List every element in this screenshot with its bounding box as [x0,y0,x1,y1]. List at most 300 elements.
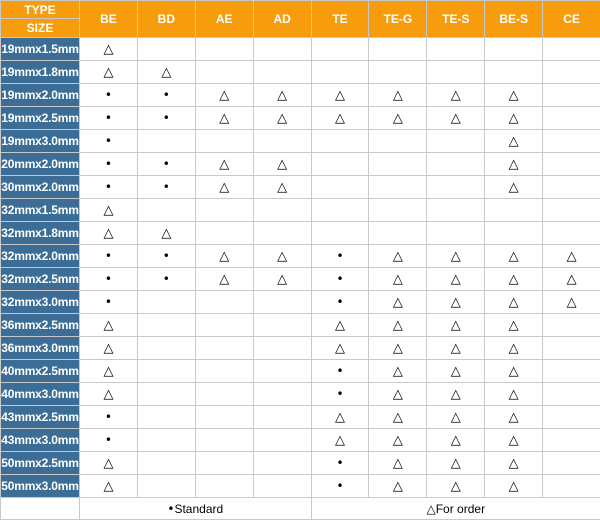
for-order-mark: △ [509,434,519,447]
column-header: AE [195,1,253,38]
availability-cell [253,84,311,107]
availability-cell [369,84,427,107]
for-order-mark: △ [393,388,403,401]
availability-cell [311,360,369,383]
standard-mark: • [163,112,170,124]
table-row [1,383,600,406]
row-size-label: 40mmx2.5mm [1,360,80,383]
availability-cell [485,314,543,337]
for-order-mark: △ [335,342,345,355]
availability-cell [137,452,195,475]
availability-cell [369,452,427,475]
availability-cell [485,245,543,268]
row-size-label: 32mmx1.5mm [1,199,80,222]
for-order-mark: △ [393,480,403,493]
availability-cell [137,222,195,245]
availability-cell [485,61,543,84]
row-size-label: 19mmx2.0mm [1,84,80,107]
table-row [1,61,600,84]
standard-mark: • [105,296,112,308]
availability-cell [137,268,195,291]
availability-cell [137,153,195,176]
size-label: SIZE [1,19,80,38]
standard-mark: • [105,411,112,423]
availability-cell [485,153,543,176]
table-row [1,360,600,383]
for-order-mark: △ [219,158,229,171]
availability-cell [195,107,253,130]
availability-cell [195,130,253,153]
row-size-label: 32mmx2.0mm [1,245,80,268]
availability-cell [369,383,427,406]
availability-cell [195,153,253,176]
for-order-mark: △ [393,365,403,378]
availability-cell [543,291,600,314]
availability-cell [195,452,253,475]
availability-cell [253,199,311,222]
availability-cell [80,429,138,452]
availability-cell [195,268,253,291]
for-order-mark: △ [509,388,519,401]
standard-mark: • [336,365,343,377]
availability-cell [311,406,369,429]
row-size-label: 36mmx2.5mm [1,314,80,337]
for-order-mark: △ [393,342,403,355]
table-row [1,107,600,130]
for-order-mark: △ [451,250,461,263]
row-size-label: 50mmx2.5mm [1,452,80,475]
availability-cell [369,245,427,268]
row-size-label: 30mmx2.0mm [1,176,80,199]
availability-cell [195,360,253,383]
availability-cell [80,268,138,291]
availability-cell [485,360,543,383]
standard-legend-symbol: • [167,502,174,516]
for-order-mark: △ [451,273,461,286]
availability-cell [543,429,600,452]
availability-cell [543,38,600,61]
availability-cell [427,291,485,314]
availability-cell [427,84,485,107]
standard-mark: • [163,89,170,101]
availability-cell [195,337,253,360]
availability-cell [485,38,543,61]
availability-cell [311,199,369,222]
table-row [1,199,600,222]
column-header: BD [137,1,195,38]
standard-mark: • [105,89,112,101]
availability-cell [253,176,311,199]
availability-cell [543,383,600,406]
availability-cell [253,383,311,406]
availability-cell [543,107,600,130]
availability-cell [369,107,427,130]
availability-cell [543,222,600,245]
for-order-mark: △ [451,434,461,447]
availability-cell [137,429,195,452]
for-order-mark: △ [509,135,519,148]
availability-cell [80,130,138,153]
availability-cell [253,406,311,429]
availability-cell [543,199,600,222]
for-order-mark: △ [103,66,113,79]
table-row [1,452,600,475]
standard-mark: • [163,273,170,285]
availability-cell [311,314,369,337]
for-order-mark: △ [335,112,345,125]
availability-cell [311,337,369,360]
availability-cell [369,475,427,498]
header-row [1,1,600,19]
for-order-mark: △ [277,112,287,125]
row-size-label: 20mmx2.0mm [1,153,80,176]
for-order-mark: △ [103,227,113,240]
column-header: BE-S [485,1,543,38]
standard-mark: • [336,250,343,262]
availability-cell [195,291,253,314]
availability-cell [195,475,253,498]
for-order-mark: △ [393,250,403,263]
availability-cell [80,84,138,107]
availability-cell [311,475,369,498]
column-header: AD [253,1,311,38]
availability-cell [427,107,485,130]
availability-cell [80,61,138,84]
for-order-mark: △ [161,227,171,240]
row-size-label: 19mmx1.8mm [1,61,80,84]
availability-cell [427,452,485,475]
availability-cell [485,222,543,245]
for-order-mark: △ [509,181,519,194]
availability-cell [137,107,195,130]
availability-cell [311,130,369,153]
for-order-mark: △ [509,411,519,424]
for-order-mark: △ [103,204,113,217]
availability-cell [137,475,195,498]
for-order-mark: △ [509,158,519,171]
table-row [1,475,600,498]
for-order-mark: △ [103,457,113,470]
for-order-mark: △ [393,319,403,332]
availability-cell [253,291,311,314]
availability-cell [427,475,485,498]
availability-cell [195,222,253,245]
availability-cell [311,61,369,84]
availability-cell [543,130,600,153]
availability-cell [485,268,543,291]
availability-cell [195,38,253,61]
availability-cell [485,337,543,360]
standard-mark: • [336,480,343,492]
for-order-mark: △ [103,43,113,56]
availability-cell [543,406,600,429]
availability-cell [543,360,600,383]
availability-cell [253,61,311,84]
for-order-mark: △ [161,66,171,79]
table-row [1,337,600,360]
availability-cell [485,475,543,498]
availability-cell [195,199,253,222]
availability-cell [80,153,138,176]
availability-cell [80,475,138,498]
for-order-mark: △ [277,158,287,171]
table-row [1,291,600,314]
for-order-mark: △ [393,457,403,470]
availability-cell [427,406,485,429]
availability-cell [253,337,311,360]
availability-cell [195,314,253,337]
table-row [1,153,600,176]
table-row [1,245,600,268]
table-row [1,268,600,291]
availability-cell [195,84,253,107]
availability-cell [195,245,253,268]
for-order-mark: △ [451,411,461,424]
for-order-mark: △ [509,296,519,309]
availability-cell [485,291,543,314]
availability-cell [137,406,195,429]
for-order-mark: △ [451,112,461,125]
for-order-mark: △ [103,388,113,401]
standard-mark: • [163,158,170,170]
availability-cell [427,176,485,199]
for-order-mark: △ [451,319,461,332]
availability-cell [80,337,138,360]
availability-cell [137,291,195,314]
for-order-mark: △ [393,434,403,447]
availability-cell [427,130,485,153]
availability-cell [369,176,427,199]
availability-cell [427,383,485,406]
row-size-label: 32mmx3.0mm [1,291,80,314]
for-order-mark: △ [509,319,519,332]
availability-cell [311,268,369,291]
availability-cell [543,176,600,199]
for-order-mark: △ [451,296,461,309]
availability-cell [195,61,253,84]
availability-cell [80,291,138,314]
standard-legend-label: Standard [174,502,223,516]
row-size-label: 43mmx2.5mm [1,406,80,429]
availability-cell [137,61,195,84]
table-row [1,84,600,107]
legend-spacer [1,498,80,520]
availability-cell [543,84,600,107]
for-order-mark: △ [509,112,519,125]
availability-cell [253,222,311,245]
for-order-mark: △ [451,388,461,401]
table-row [1,222,600,245]
column-header: TE [311,1,369,38]
for-order-mark: △ [335,434,345,447]
availability-cell [427,360,485,383]
row-size-label: 36mmx3.0mm [1,337,80,360]
availability-cell [80,199,138,222]
legend-standard [80,498,312,520]
availability-cell [369,268,427,291]
availability-cell [311,429,369,452]
column-header: BE [80,1,138,38]
availability-cell [195,383,253,406]
availability-cell [427,268,485,291]
for-order-mark: △ [219,89,229,102]
for-order-mark: △ [103,342,113,355]
availability-cell [311,452,369,475]
for-order-mark: △ [335,319,345,332]
availability-cell [137,337,195,360]
availability-cell [137,245,195,268]
availability-cell [485,176,543,199]
availability-cell [80,176,138,199]
for-order-mark: △ [277,89,287,102]
availability-cell [253,38,311,61]
for-order-mark: △ [103,480,113,493]
availability-cell [485,452,543,475]
for-order-mark: △ [509,250,519,263]
availability-cell [137,360,195,383]
row-size-label: 50mmx3.0mm [1,475,80,498]
availability-cell [80,406,138,429]
availability-cell [485,406,543,429]
availability-cell [369,130,427,153]
row-size-label: 32mmx2.5mm [1,268,80,291]
availability-cell [80,360,138,383]
availability-cell [427,314,485,337]
availability-cell [253,107,311,130]
availability-cell [485,429,543,452]
for-order-legend-symbol: △ [426,502,435,516]
availability-cell [369,61,427,84]
availability-cell [543,245,600,268]
for-order-mark: △ [451,457,461,470]
availability-cell [253,153,311,176]
availability-cell [543,314,600,337]
for-order-mark: △ [451,89,461,102]
availability-cell [369,153,427,176]
availability-cell [253,429,311,452]
availability-cell [369,406,427,429]
standard-mark: • [105,158,112,170]
legend-for-order [311,498,600,520]
availability-cell [311,84,369,107]
availability-cell [369,314,427,337]
standard-mark: • [336,457,343,469]
for-order-mark: △ [393,296,403,309]
row-size-label: 19mmx3.0mm [1,130,80,153]
availability-cell [137,383,195,406]
table-row [1,406,600,429]
table-row [1,176,600,199]
availability-cell [543,337,600,360]
standard-mark: • [105,434,112,446]
for-order-mark: △ [509,89,519,102]
for-order-legend-label: For order [436,502,485,516]
availability-cell [80,245,138,268]
availability-cell [311,38,369,61]
for-order-mark: △ [393,273,403,286]
availability-cell [369,291,427,314]
availability-cell [311,245,369,268]
availability-cell [137,130,195,153]
availability-cell [543,475,600,498]
for-order-mark: △ [567,296,577,309]
for-order-mark: △ [393,411,403,424]
column-header: TE-S [427,1,485,38]
standard-mark: • [105,181,112,193]
for-order-mark: △ [219,112,229,125]
availability-cell [253,360,311,383]
availability-cell [543,452,600,475]
availability-cell [311,153,369,176]
availability-cell [485,130,543,153]
availability-cell [427,245,485,268]
availability-cell [427,38,485,61]
for-order-mark: △ [451,480,461,493]
availability-cell [369,199,427,222]
availability-cell [195,429,253,452]
availability-cell [543,268,600,291]
availability-cell [253,130,311,153]
column-header: TE-G [369,1,427,38]
for-order-mark: △ [335,411,345,424]
column-header: CE [543,1,600,38]
availability-cell [253,452,311,475]
for-order-mark: △ [219,181,229,194]
availability-cell [311,291,369,314]
availability-cell [543,153,600,176]
type-label: TYPE [1,1,80,19]
for-order-mark: △ [103,319,113,332]
availability-cell [137,38,195,61]
availability-cell [80,38,138,61]
availability-cell [369,337,427,360]
availability-cell [427,61,485,84]
availability-cell [311,383,369,406]
for-order-mark: △ [509,480,519,493]
availability-cell [137,176,195,199]
standard-mark: • [105,273,112,285]
row-size-label: 43mmx3.0mm [1,429,80,452]
for-order-mark: △ [567,250,577,263]
availability-cell [137,199,195,222]
availability-cell [137,84,195,107]
standard-mark: • [105,135,112,147]
for-order-mark: △ [509,273,519,286]
availability-cell [427,153,485,176]
row-size-label: 40mmx3.0mm [1,383,80,406]
availability-cell [427,199,485,222]
legend-row [1,498,600,520]
availability-cell [80,222,138,245]
standard-mark: • [336,273,343,285]
availability-cell [543,61,600,84]
standard-mark: • [105,250,112,262]
for-order-mark: △ [335,89,345,102]
availability-cell [253,475,311,498]
standard-mark: • [336,296,343,308]
for-order-mark: △ [393,112,403,125]
availability-cell [427,337,485,360]
table-row [1,314,600,337]
for-order-mark: △ [451,365,461,378]
availability-cell [485,383,543,406]
availability-cell [311,222,369,245]
row-size-label: 19mmx2.5mm [1,107,80,130]
availability-cell [80,314,138,337]
row-size-label: 32mmx1.8mm [1,222,80,245]
availability-cell [311,176,369,199]
for-order-mark: △ [509,457,519,470]
